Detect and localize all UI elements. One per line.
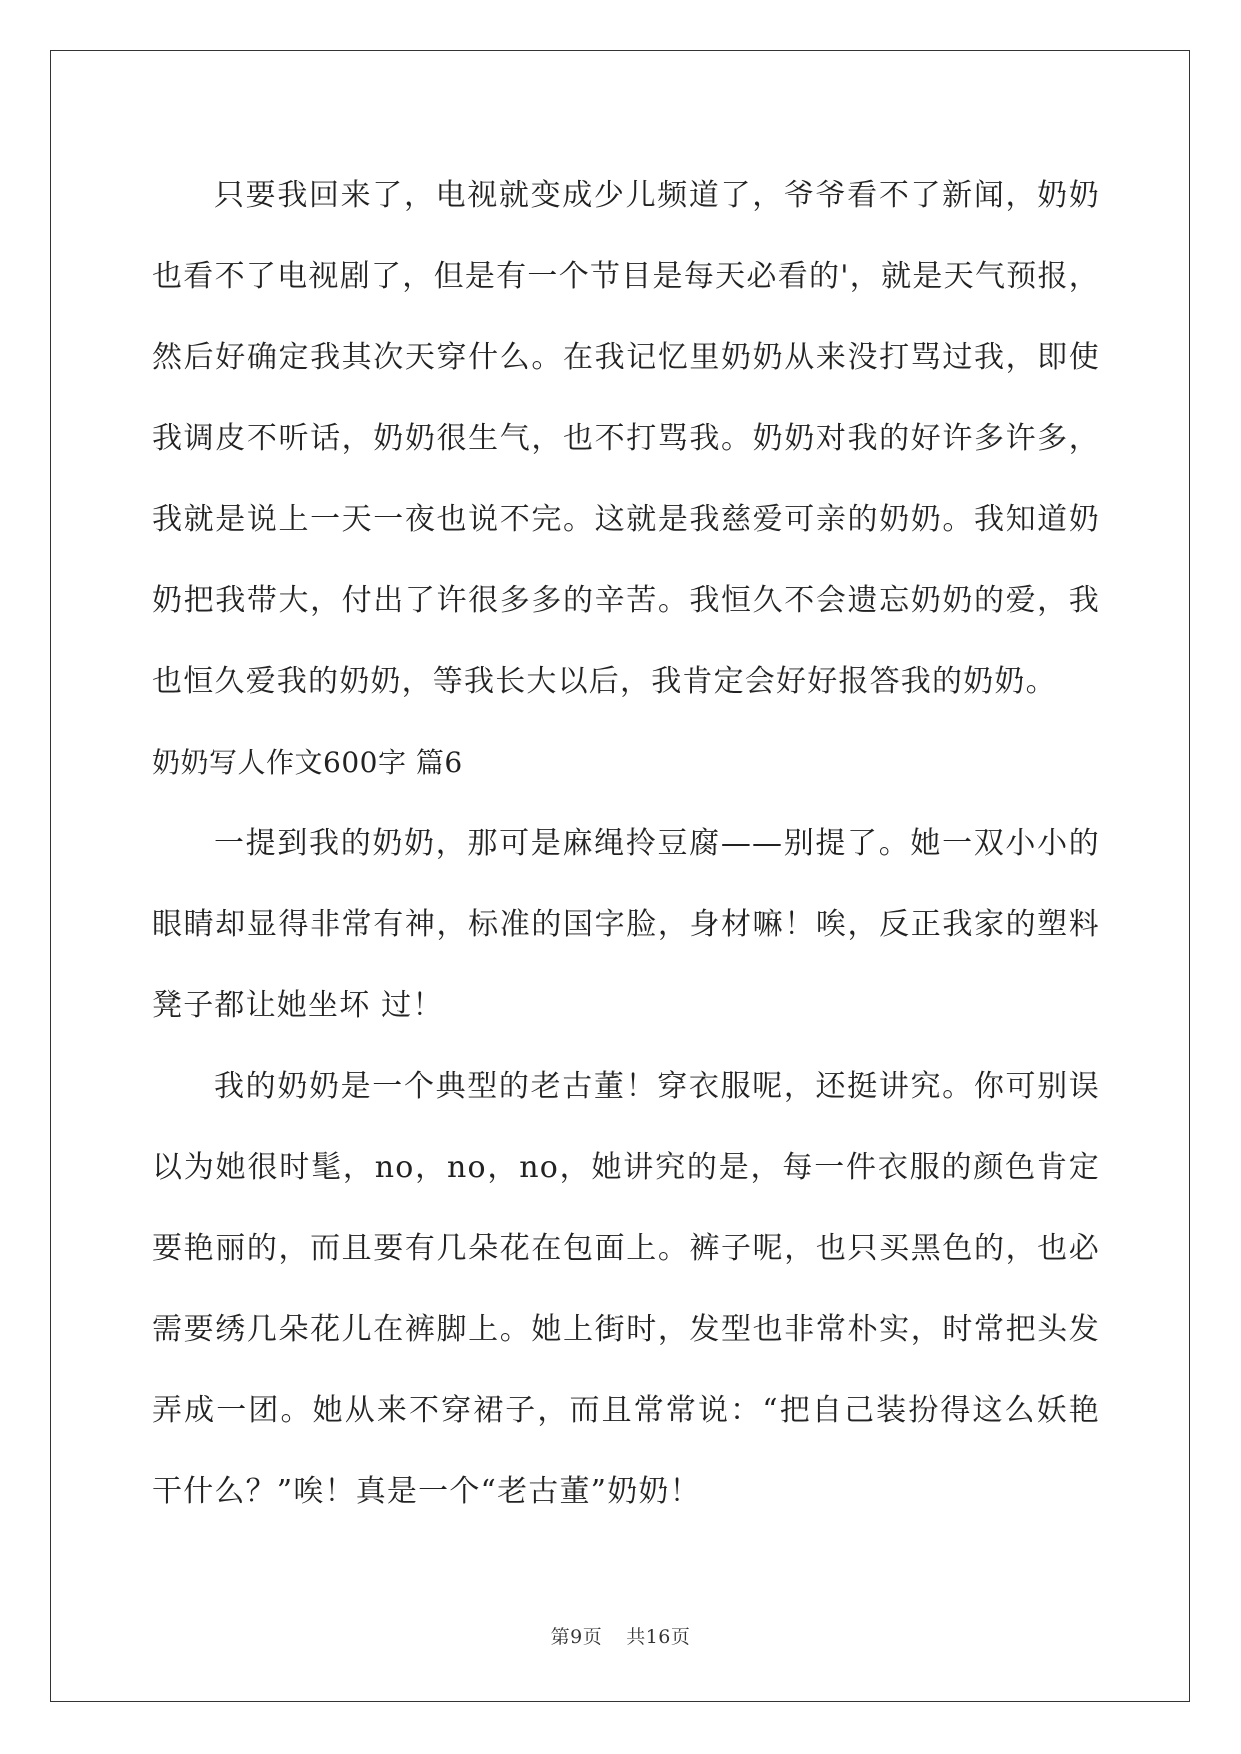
document-body: [152, 155, 1100, 1532]
page-number: 第9页: [550, 1626, 603, 1648]
section-heading: 奶奶写人作文600字 篇6: [152, 746, 463, 779]
page-footer: [0, 1622, 1241, 1649]
paragraph-intro: 只要我回来了，电视就变成少儿频道了，爷爷看不了新闻，奶奶也看不了电视剧了，但是有一个节目是每天必看的'，就是天气预报，然后好确定我其次天穿什么。在我记忆里奶奶从来没打骂过我，即使我调皮不听话，奶奶很生气，也不打骂我。奶奶对我的好许多许多，我就是说上一天一夜也说不完。这就是我慈爱可亲的奶奶。我知道奶奶把我带大，付出了许很多多的辛苦。我恒久不会遗忘奶奶的爱，我也恒久爱我的奶奶，等我长大以后，我肯定会好好报答我的奶奶。: [152, 178, 1100, 699]
page-total: 共16页: [626, 1626, 691, 1648]
paragraph-2: 我的奶奶是一个典型的老古董！穿衣服呢，还挺讲究。你可别误以为她很时髦，no，no，no，她讲究的是，每一件衣服的颜色肯定要艳丽的，而且要有几朵花在包面上。裤子呢，也只买黑色的，也必需要绣几朵花儿在裤脚上。她上街时，发型也非常朴实，时常把头发弄成一团。她从来不穿裙子，而且常常说：“把自己装扮得这么妖艳干什么？”唉！真是一个“老古董”奶奶！: [152, 1069, 1100, 1509]
paragraph-1: 一提到我的奶奶，那可是麻绳拎豆腐——别提了。她一双小小的眼睛却显得非常有神，标准的国字脸，身材嘛！唉，反正我家的塑料凳子都让她坐坏 过！: [152, 826, 1100, 1023]
